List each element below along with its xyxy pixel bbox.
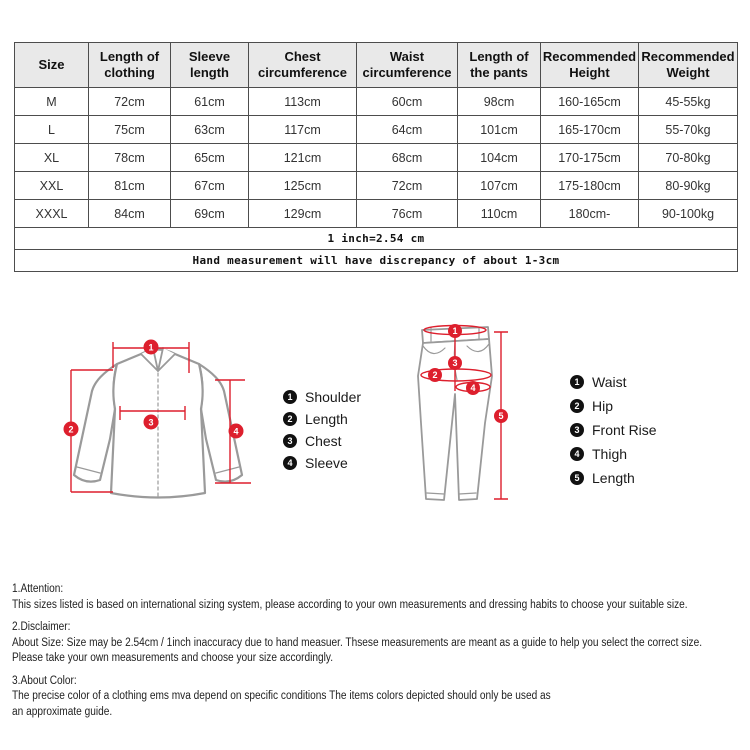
table-note-row bbox=[15, 250, 738, 272]
table-cell: XXXL bbox=[15, 200, 89, 228]
shirt-marker-4 bbox=[229, 424, 244, 439]
shirt-legend bbox=[283, 386, 361, 474]
hand-measurement-note: Hand measurement will have discrepancy of about 1-3cm bbox=[15, 250, 738, 272]
table-cell: 45-55kg bbox=[639, 88, 738, 116]
about-color-body-line2: an approximate guide. bbox=[12, 705, 113, 718]
column-header-length-of-clothing: Length of clothing bbox=[89, 43, 171, 88]
table-cell: 121cm bbox=[249, 144, 357, 172]
attention-body: This sizes listed is based on international sizing system, please according to your own measurements and dressing habits to choose your suitable size. bbox=[12, 598, 688, 611]
number-badge-icon: 3 bbox=[283, 434, 297, 448]
shirt-marker-1 bbox=[144, 340, 159, 355]
table-note-row bbox=[15, 228, 738, 250]
table-cell: 67cm bbox=[171, 172, 249, 200]
table-cell: 81cm bbox=[89, 172, 171, 200]
legend-item-hip bbox=[570, 394, 657, 418]
svg-text:2: 2 bbox=[432, 370, 438, 381]
table-cell: 70-80kg bbox=[639, 144, 738, 172]
table-row-xxxl bbox=[15, 200, 738, 228]
legend-label: Thigh bbox=[592, 446, 628, 462]
table-cell: 129cm bbox=[249, 200, 357, 228]
table-row-l bbox=[15, 116, 738, 144]
attention-title: 1.Attention: bbox=[12, 583, 64, 595]
legend-label: Waist bbox=[592, 374, 627, 390]
disclaimer-title: 2.Disclaimer: bbox=[12, 621, 71, 633]
table-cell: 75cm bbox=[89, 116, 171, 144]
svg-text:3: 3 bbox=[452, 358, 458, 369]
svg-text:4: 4 bbox=[233, 426, 239, 437]
legend-label: Front Rise bbox=[592, 422, 657, 438]
disclaimer-section bbox=[12, 620, 748, 667]
table-cell: 78cm bbox=[89, 144, 171, 172]
table-cell: 110cm bbox=[458, 200, 541, 228]
pants-measurement-diagram bbox=[413, 318, 548, 513]
size-table bbox=[14, 42, 738, 272]
table-cell: 61cm bbox=[171, 88, 249, 116]
table-cell: 65cm bbox=[171, 144, 249, 172]
number-badge-icon: 5 bbox=[570, 471, 584, 485]
table-cell: 117cm bbox=[249, 116, 357, 144]
legend-item-sleeve bbox=[283, 452, 361, 474]
shirt-measurement-diagram bbox=[55, 323, 270, 528]
svg-text:4: 4 bbox=[470, 383, 476, 394]
number-badge-icon: 2 bbox=[283, 412, 297, 426]
svg-text:2: 2 bbox=[68, 424, 74, 435]
svg-text:1: 1 bbox=[452, 326, 458, 337]
table-cell: 170-175cm bbox=[541, 144, 639, 172]
legend-label: Chest bbox=[305, 433, 342, 449]
table-cell: 72cm bbox=[89, 88, 171, 116]
table-cell: 175-180cm bbox=[541, 172, 639, 200]
table-cell: 64cm bbox=[357, 116, 458, 144]
table-cell: 72cm bbox=[357, 172, 458, 200]
table-row-xl bbox=[15, 144, 738, 172]
table-cell: 98cm bbox=[458, 88, 541, 116]
legend-item-chest bbox=[283, 430, 361, 452]
pants-marker-3 bbox=[448, 356, 462, 370]
pants-marker-1 bbox=[448, 324, 462, 338]
pants-marker-4 bbox=[466, 381, 480, 395]
table-cell: 84cm bbox=[89, 200, 171, 228]
legend-item-length bbox=[570, 466, 657, 490]
number-badge-icon: 1 bbox=[570, 375, 584, 389]
number-badge-icon: 4 bbox=[283, 456, 297, 470]
svg-text:3: 3 bbox=[148, 417, 154, 428]
table-cell: XXL bbox=[15, 172, 89, 200]
legend-item-length bbox=[283, 408, 361, 430]
table-row-xxl bbox=[15, 172, 738, 200]
table-cell: 160-165cm bbox=[541, 88, 639, 116]
table-cell: M bbox=[15, 88, 89, 116]
number-badge-icon: 3 bbox=[570, 423, 584, 437]
about-color-section bbox=[12, 674, 748, 721]
legend-label: Sleeve bbox=[305, 455, 348, 471]
disclaimer-body-line2: Please take your own measurements and choose your size accordingly. bbox=[12, 652, 334, 664]
pants-marker-2 bbox=[428, 368, 442, 382]
table-cell: 107cm bbox=[458, 172, 541, 200]
table-cell: 60cm bbox=[357, 88, 458, 116]
table-cell: 180cm- bbox=[541, 200, 639, 228]
attention-section bbox=[12, 582, 748, 613]
table-cell: XL bbox=[15, 144, 89, 172]
shirt-marker-3 bbox=[144, 415, 159, 430]
column-header-recommended-weight: Recommended Weight bbox=[639, 43, 738, 88]
about-color-body-line1: The precise color of a clothing ems mva depend on specific conditions The items colors depicted should only be used as bbox=[12, 690, 551, 702]
legend-label: Length bbox=[305, 411, 348, 427]
legend-item-waist bbox=[570, 370, 657, 394]
table-cell: 63cm bbox=[171, 116, 249, 144]
table-cell: 76cm bbox=[357, 200, 458, 228]
legend-label: Length bbox=[592, 470, 635, 486]
column-header-recommended-height: Recommended Height bbox=[541, 43, 639, 88]
number-badge-icon: 1 bbox=[283, 390, 297, 404]
column-header-chest-circumference: Chest circumference bbox=[249, 43, 357, 88]
table-row-m bbox=[15, 88, 738, 116]
pants-marker-5 bbox=[494, 409, 508, 423]
legend-label: Shoulder bbox=[305, 389, 362, 405]
about-color-title: 3.About Color: bbox=[12, 674, 77, 687]
table-cell: 101cm bbox=[458, 116, 541, 144]
column-header-length-of-pants: Length of the pants bbox=[458, 43, 541, 88]
table-cell: 55-70kg bbox=[639, 116, 738, 144]
pants-legend bbox=[570, 370, 657, 490]
svg-text:1: 1 bbox=[148, 342, 154, 353]
number-badge-icon: 2 bbox=[570, 399, 584, 413]
column-header-waist-circumference: Waist circumference bbox=[357, 43, 458, 88]
table-cell: 90-100kg bbox=[639, 200, 738, 228]
footnotes bbox=[12, 582, 748, 727]
table-cell: 80-90kg bbox=[639, 172, 738, 200]
column-header-sleeve-length: Sleeve length bbox=[171, 43, 249, 88]
table-cell: 69cm bbox=[171, 200, 249, 228]
disclaimer-body-line1: About Size: Size may be 2.54cm / 1inch inaccuracy due to hand measuer. Thsese measurements are meant as a guide to help you select the correct size. bbox=[12, 636, 703, 649]
table-cell: 68cm bbox=[357, 144, 458, 172]
table-cell: L bbox=[15, 116, 89, 144]
table-cell: 113cm bbox=[249, 88, 357, 116]
number-badge-icon: 4 bbox=[570, 447, 584, 461]
legend-item-thigh bbox=[570, 442, 657, 466]
table-cell: 104cm bbox=[458, 144, 541, 172]
svg-text:5: 5 bbox=[498, 411, 504, 422]
legend-item-shoulder bbox=[283, 386, 361, 408]
shirt-marker-2 bbox=[64, 422, 79, 437]
table-cell: 125cm bbox=[249, 172, 357, 200]
table-cell: 165-170cm bbox=[541, 116, 639, 144]
legend-item-front-rise bbox=[570, 418, 657, 442]
table-header-row bbox=[15, 43, 738, 88]
legend-label: Hip bbox=[592, 398, 614, 414]
inch-conversion-note: 1 inch=2.54 cm bbox=[15, 228, 738, 250]
column-header-size: Size bbox=[15, 43, 89, 88]
